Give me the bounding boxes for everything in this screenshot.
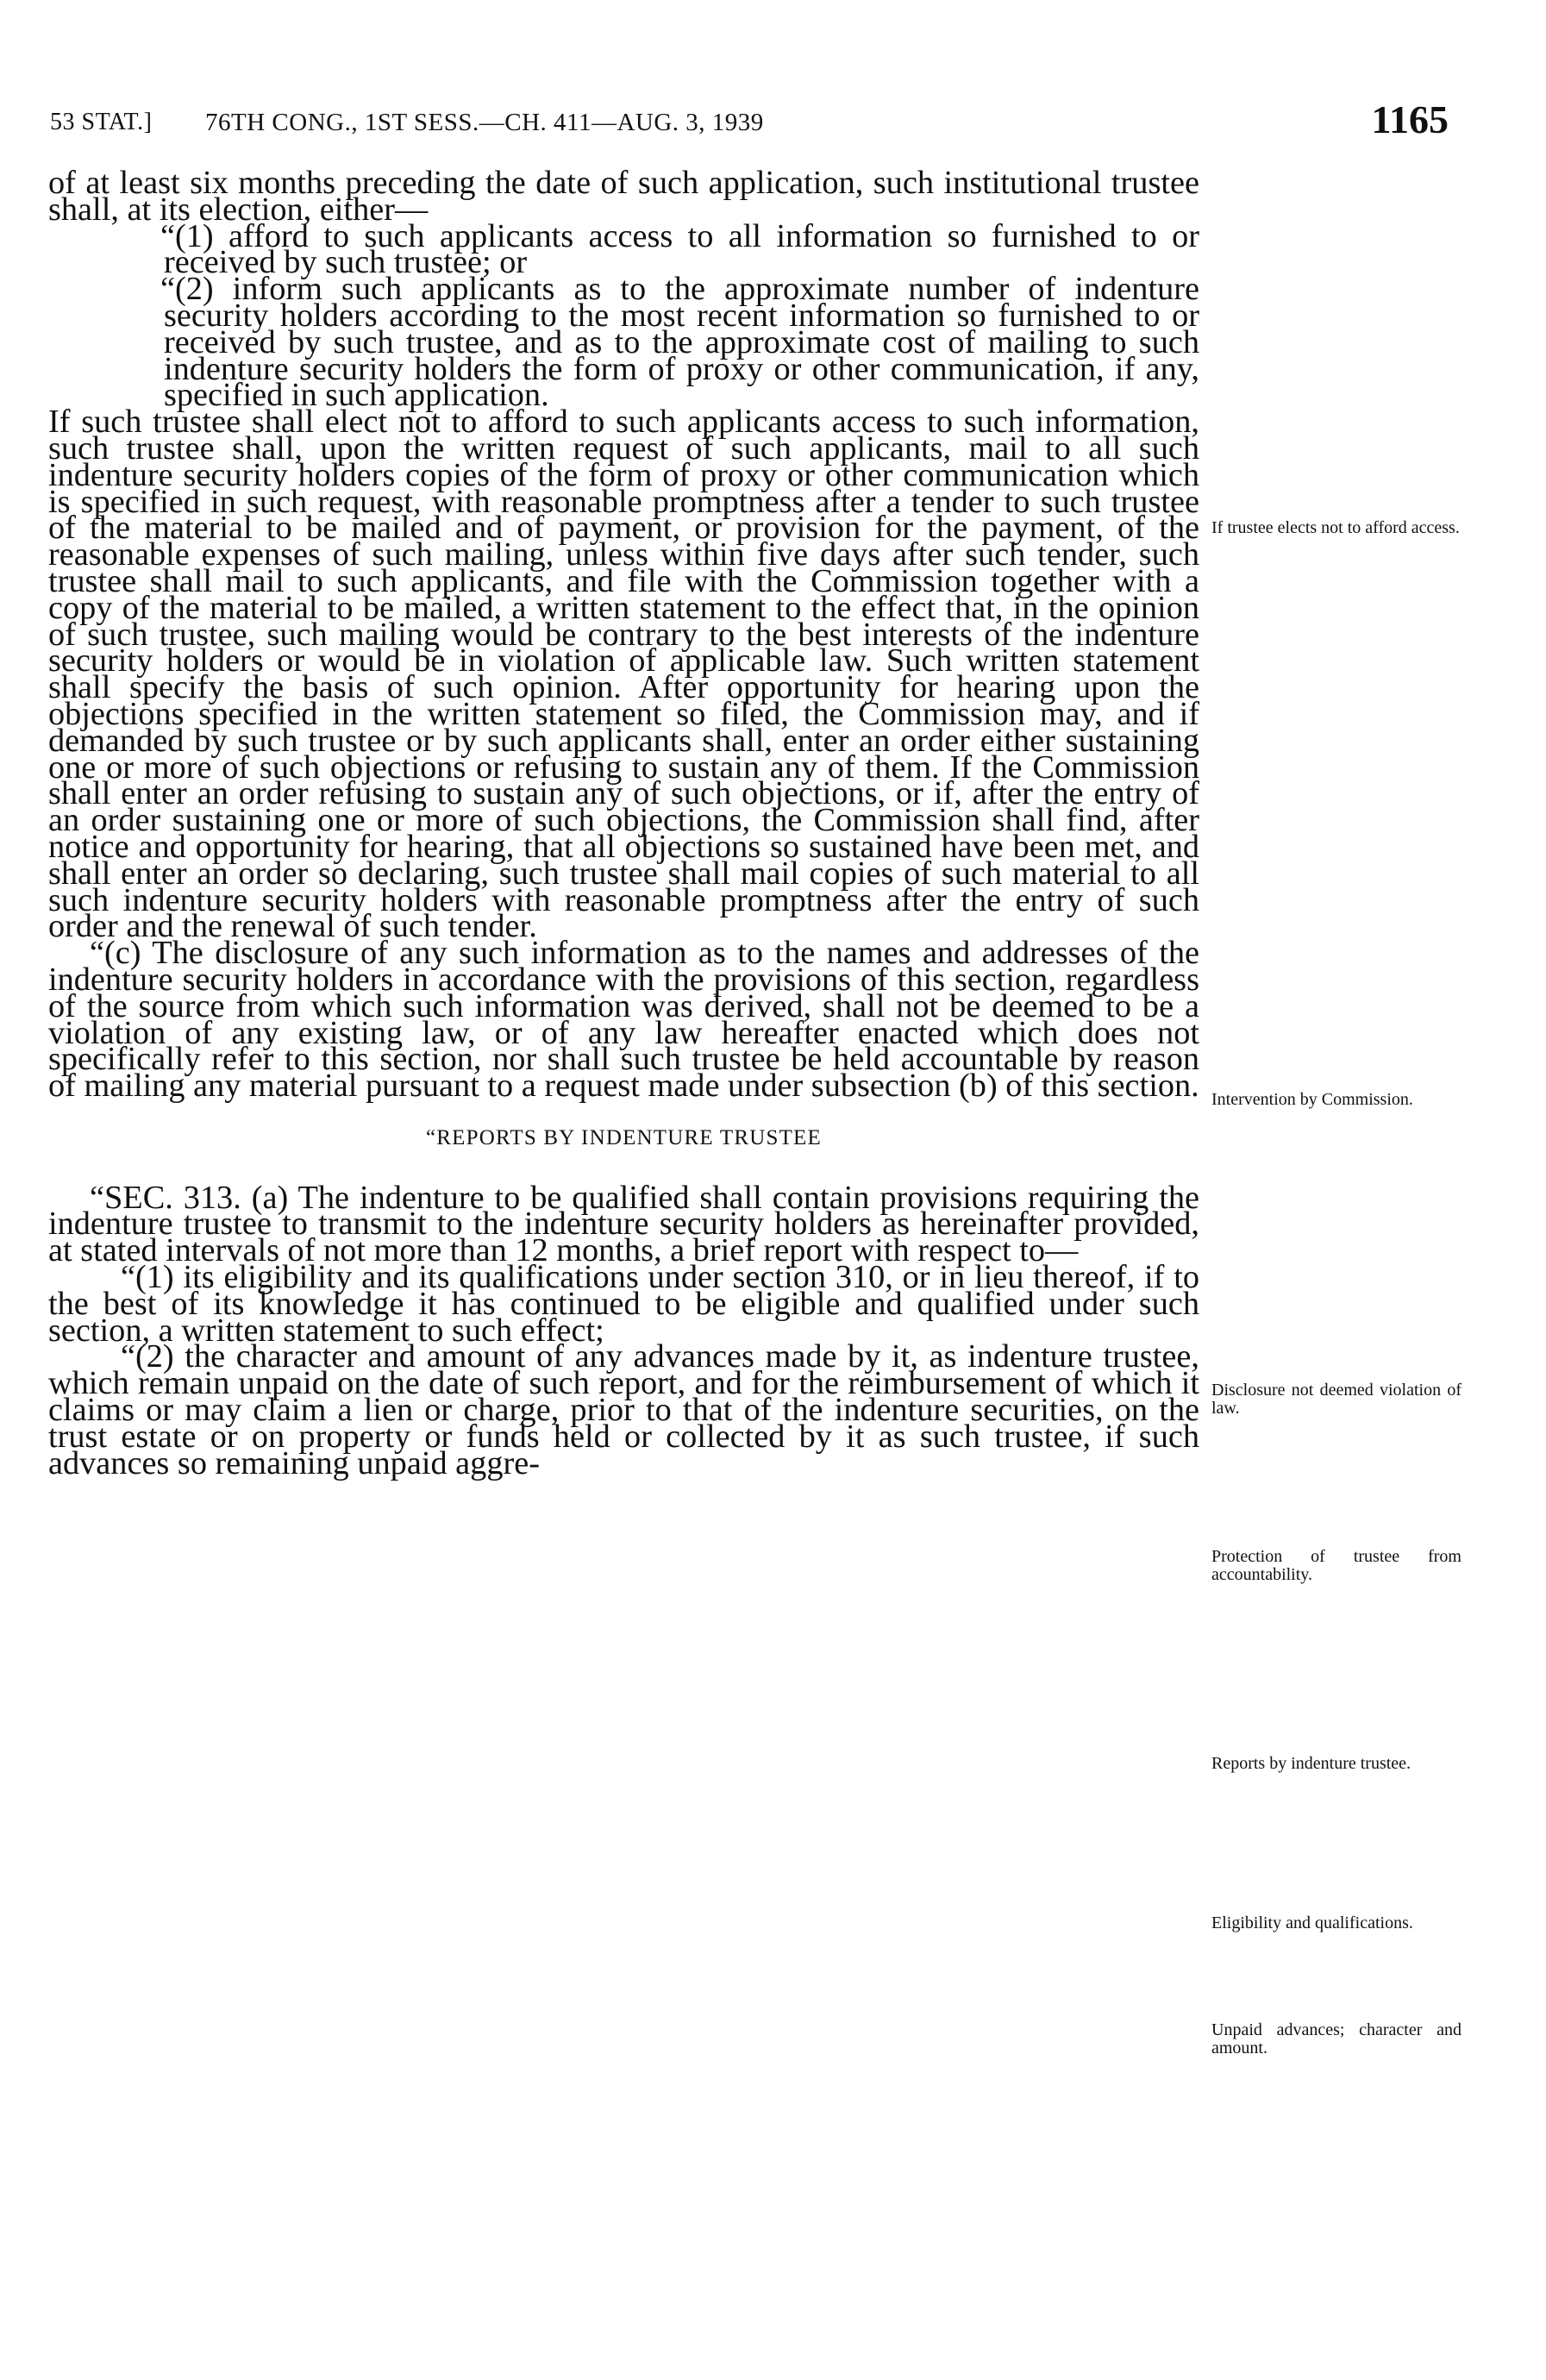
section-313-a: “SEC. 313. (a) The indenture to be qualified shall contain provisions requiring the indenture trustee to transmit to the indenture security holders as hereinafter provided, at stated intervals of not more than 12 months, a brief report with respect to—: [48, 1179, 1199, 1269]
subsection-c: “(c) The disclosure of any such information as to the names and addresses of the indenture security holders in accordance with the provisions of this section, regardless of the source from which such information was derived, shall not be deemed to be a violation of any existing law, or of any law hereafter enacted which does not specifically refer to this section, nor shall such trustee be held accountable by reason of mailing any material pursuant to a request made under subsection (b) of this section.: [48, 935, 1199, 1105]
clause-2: “(2) inform such applicants as to the approximate number of indenture security holders according to the most recent information so furnished to or received by such trustee, and as to the approximate cost of mailing to such indenture security holders the form of proxy or other communication, if any, specified in such application.: [160, 271, 1199, 414]
margin-note-protection: Protection of trustee from accountability.: [1211, 1547, 1462, 1584]
margin-note-eligibility: Eligibility and qualifications.: [1211, 1913, 1413, 1932]
clause-1: “(1) afford to such applicants access to all information so furnished to or received by such trustee; or: [160, 217, 1199, 281]
item-2-advances: “(2) the character and amount of any advances made by it, as indenture trustee, which remain unpaid on the date of such report, and for the reimbursement of which it claims or may claim a lien or charge, prior to that of the indenture securities, on the trust estate or on property or funds held or collected by it as such trustee, if such advances so remaining unpaid aggre-: [48, 1338, 1199, 1481]
paragraph-mailing: If such trustee shall elect not to afford to such applicants access to such information, such trustee shall, upon the written request of such applicants, mail to all such indenture security holders copies of the form of proxy or other communication which is specified in such request, with reasonable promptness after a tender to such trustee of the material to be mailed and of payment, or provision for the payment, of the reasonable expenses of such mailing, unless within five days after such tender, such trustee shall mail to such applicants, and file with the Commission together with a copy of the material to be mailed, a written statement to the effect that, in the opinion of such trustee, such mailing would be contrary to the best interests of the indenture security holders or would be in violation of applicable law. Such written statement shall specify the basis of such opinion. After opportunity for hearing upon the objections specified in the written statement so filed, the Commission may, and if demanded by such trustee or by such applicants shall, enter an order either sustaining one or more of such objections or refusing to sustain any of them. If the Commission shall enter an order refusing to sustain any of such objections, or if, after the entry of an order sustaining one or more of such objections, the Commission shall find, after notice and opportunity for hearing, that all objections so sustained have been met, and shall enter an order so declaring, such trustee shall mail copies of such material to all such indenture security holders with reasonable promptness after the entry of such order and the renewal of such tender.: [48, 404, 1199, 945]
page-number: 1165: [1371, 97, 1449, 141]
margin-note-intervention: Intervention by Commission.: [1211, 1090, 1413, 1109]
main-text: [48, 165, 1199, 1481]
section-heading: “REPORTS BY INDENTURE TRUSTEE: [426, 1125, 822, 1149]
margin-note-unpaid-advances: Unpaid advances; character and amount.: [1211, 2020, 1462, 2057]
margin-note-disclosure: Disclosure not deemed violation of law.: [1211, 1381, 1462, 1418]
session-chapter-title: 76TH CONG., 1ST SESS.—CH. 411—AUG. 3, 1939: [205, 109, 764, 136]
page-header: [50, 97, 1457, 140]
statute-citation: 53 STAT.]: [50, 109, 153, 135]
item-1-eligibility: “(1) its eligibility and its qualifications under section 310, or in lieu thereof, if to the best of its knowledge it has continued to be eligible and qualified under such section, a written statement to such effect;: [48, 1259, 1199, 1349]
margin-note-trustee-elects: If trustee elects not to afford access.: [1211, 518, 1460, 537]
margin-note-reports: Reports by indenture trustee.: [1211, 1754, 1411, 1773]
paragraph-continuation: of at least six months preceding the date of such application, such institutional trustee shall, at its election, either—: [48, 165, 1199, 228]
